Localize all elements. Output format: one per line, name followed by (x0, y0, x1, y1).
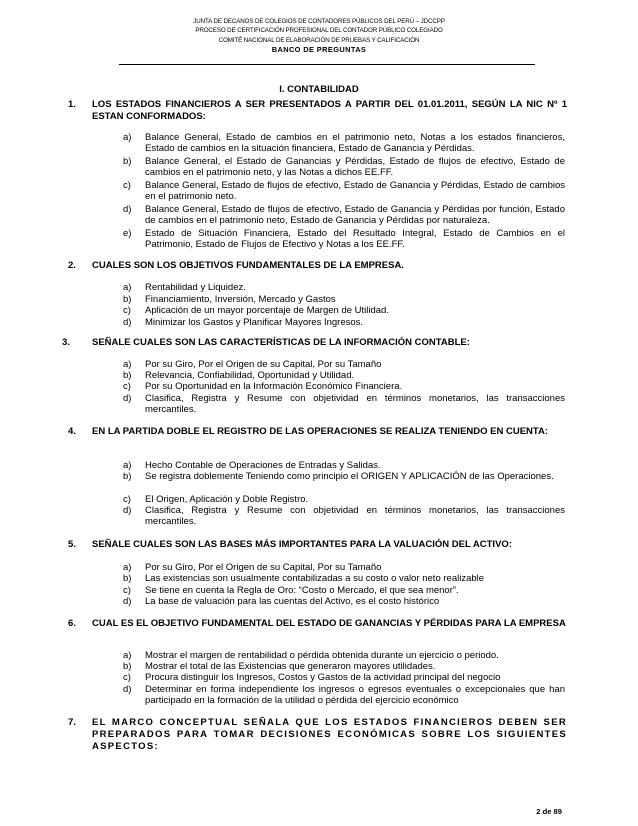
answer-option (123, 393, 565, 416)
answer-text: Se registra doblemente Teniendo como principio el ORIGEN Y APLICACIÓN de las Operaciones. (145, 471, 554, 482)
answer-text: Hecho Contable de Operaciones de Entradas y Salidas. (145, 460, 381, 471)
answer-option (123, 596, 565, 607)
question-text: EL MARCO CONCEPTUAL SEÑALA QUE LOS ESTADOS FINANCIEROS DEBEN SER PREPARADOS PARA TOMAR DECISIONES ECONÓMICAS SOBRE LOS SIGUIENTES ASPECTOS: (92, 717, 567, 752)
answer-letter: d) (123, 596, 132, 607)
answer-letter: b) (123, 294, 132, 305)
header-bank-title: BANCO DE PREGUNTAS (271, 45, 367, 54)
question-number: 7. (68, 717, 76, 728)
question-number: 5. (68, 539, 76, 550)
answer-letter: d) (123, 505, 132, 516)
answer-option (123, 460, 565, 471)
answer-text: Mostrar el total de las Existencias que generaron mayores utilidades. (145, 661, 436, 672)
answer-text: Aplicación de un mayor porcentaje de Margen de Utilidad. (145, 305, 389, 316)
answer-option (123, 672, 565, 683)
answer-letter: b) (123, 573, 132, 584)
answer-letter: c) (123, 494, 131, 505)
answer-option (123, 282, 565, 293)
answer-text: Estado de Situación Financiera, Estado del Resultado Integral, Estado de Cambios en el Patrimonio, Estado de Flujos de Efectivo y Notas a los EE.FF. (145, 228, 565, 251)
answer-letter: a) (123, 282, 132, 293)
answer-text: Las existencias son usualmente contabilizadas a su costo o valor neto realizable (145, 573, 485, 584)
answer-text: Balance General, Estado de flujos de efectivo, Estado de Ganancia y Pérdidas, Estado de cambios en el patrimonio neto. (145, 180, 565, 203)
answer-letter: a) (123, 132, 132, 143)
answer-letter: d) (123, 204, 132, 215)
answer-text: Minimizar los Gastos y Planificar Mayores Ingresos. (145, 317, 364, 328)
answer-text: Por su Giro, Por el Origen de su Capital, Por su Tamaño (145, 359, 382, 370)
header-divider (119, 64, 535, 65)
answer-letter: b) (123, 370, 132, 381)
answer-letter: b) (123, 471, 132, 482)
answer-text: Relevancia, Confiabilidad, Oportunidad y Utilidad. (145, 370, 355, 381)
answer-letter: b) (123, 156, 132, 167)
page-number: 2 de 89 (536, 807, 562, 816)
question-1 (68, 99, 567, 123)
answer-letter: c) (123, 180, 131, 191)
question-number: 4. (68, 426, 76, 437)
question-6 (68, 618, 567, 630)
answer-option (123, 305, 565, 316)
header-institution: JUNTA DE DECANOS DE COLEGIOS DE CONTADORES PÚBLICOS DEL PERÚ – JDCCPP (193, 18, 445, 25)
answer-option (123, 132, 565, 155)
question-4 (68, 426, 567, 438)
answer-letter: a) (123, 650, 132, 661)
answer-option (123, 370, 565, 381)
question-number: 3. (62, 337, 70, 348)
answer-text: Balance General, el Estado de Ganancias y Pérdidas, Estado de flujos de efectivo, Estado de cambios en el patrimonio neto, y las Notas a dichos EE.FF. (145, 156, 565, 179)
answer-letter: d) (123, 317, 132, 328)
answer-letter: d) (123, 684, 132, 695)
answer-text: El Origen, Aplicación y Doble Registro. (145, 494, 309, 505)
answer-text: Rentabilidad y Liquidez. (145, 282, 246, 293)
header-process: PROCESO DE CERTIFICACIÓN PROFESIONAL DEL CONTADOR PÚBLICO COLEGIADO (195, 27, 443, 34)
answer-letter: c) (123, 381, 131, 392)
question-3 (62, 337, 567, 349)
answer-text: Mostrar el margen de rentabilidad o pérdida obtenida durante un ejercicio o periodo. (145, 650, 499, 661)
answer-letter: a) (123, 359, 132, 370)
answer-text: Determinar en forma independiente los ingresos o egresos eventuales o excepcionales que han participado en la formación de la utilidad o pérdida del ejercicio económico (145, 684, 565, 707)
question-text: CUAL ES EL OBJETIVO FUNDAMENTAL DEL ESTADO DE GANANCIAS Y PÉRDIDAS PARA LA EMPRESA (92, 618, 566, 629)
answer-letter: b) (123, 661, 132, 672)
question-number: 2. (68, 260, 76, 271)
answer-letter: a) (123, 562, 132, 573)
answer-letter: e) (123, 228, 132, 239)
answer-letter: c) (123, 672, 131, 683)
question-5 (68, 539, 567, 551)
answer-text: Balance General, Estado de cambios en el patrimonio neto, Notas a los estados financieros, Estado de cambios en la situación financiera, Estado de Ganancia y Pérdidas. (145, 132, 565, 155)
question-text: SEÑALE CUALES SON LAS CARACTERÍSTICAS DE LA INFORMACIÓN CONTABLE: (92, 337, 470, 348)
answer-option (123, 228, 565, 251)
answer-option (123, 573, 565, 584)
answer-text: Se tiene en cuenta la Regla de Oro: “Costo o Mercado, el que sea menor”. (145, 585, 459, 596)
answer-text: Clasifica, Registra y Resume con objetividad en términos monetarios, las transacciones mercantiles. (145, 505, 565, 528)
answer-letter: d) (123, 393, 132, 404)
answer-text: La base de valuación para las cuentas del Activo, es el costo histórico (145, 596, 440, 607)
answer-option (123, 661, 565, 672)
section-title: I. CONTABILIDAD (279, 84, 359, 95)
answer-text: Clasifica, Registra y Resume con objetividad en términos monetarios, las transacciones mercantiles. (145, 393, 565, 416)
answer-letter: a) (123, 460, 132, 471)
question-number: 1. (68, 99, 76, 110)
answer-text: Procura distinguir los Ingresos, Costos y Gastos de la actividad principal del negocio (145, 672, 501, 683)
answer-option (123, 204, 565, 227)
answer-text: Balance General, Estado de flujos de efectivo, Estado de Ganancia y Pérdidas por función, Estado de cambios en el patrimonio neto, Estado de Ganancia y Pérdidas por naturaleza. (145, 204, 565, 227)
question-text: SEÑALE CUALES SON LAS BASES MÁS IMPORTANTES PARA LA VALUACIÓN DEL ACTIVO: (92, 539, 512, 550)
answer-option (123, 585, 565, 596)
question-7 (68, 717, 567, 753)
answer-option (123, 180, 565, 203)
question-number: 6. (68, 618, 76, 629)
answer-option (123, 381, 565, 392)
answer-option (123, 494, 565, 505)
question-text: LOS ESTADOS FINANCIEROS A SER PRESENTADOS A PARTIR DEL 01.01.2011, SEGÚN LA NIC Nº 1 ESTAN CONFORMADOS: (92, 99, 567, 122)
answer-option (123, 562, 565, 573)
answer-option (123, 471, 565, 482)
answer-text: Financiamiento, Inversión, Mercado y Gastos (145, 294, 336, 305)
answer-option (123, 505, 565, 528)
answer-letter: c) (123, 305, 131, 316)
answer-option (123, 294, 565, 305)
answer-option (123, 359, 565, 370)
answer-text: Por su Oportunidad en la Información Económico Financiera. (145, 381, 403, 392)
answer-letter: c) (123, 585, 131, 596)
question-2 (68, 260, 567, 272)
header-committee: COMITÉ NACIONAL DE ELABORACIÓN DE PRUEBAS Y CALIFICACIÓN (218, 37, 420, 44)
question-text: CUALES SON LOS OBJETIVOS FUNDAMENTALES DE LA EMPRESA. (92, 260, 404, 271)
answer-text: Por su Giro, Por el Origen de su Capital, Por su Tamaño (145, 562, 382, 573)
answer-option (123, 156, 565, 179)
answer-option (123, 684, 565, 707)
question-text: EN LA PARTIDA DOBLE EL REGISTRO DE LAS OPERACIONES SE REALIZA TENIENDO EN CUENTA: (92, 426, 549, 437)
answer-option (123, 317, 565, 328)
answer-option (123, 650, 565, 661)
